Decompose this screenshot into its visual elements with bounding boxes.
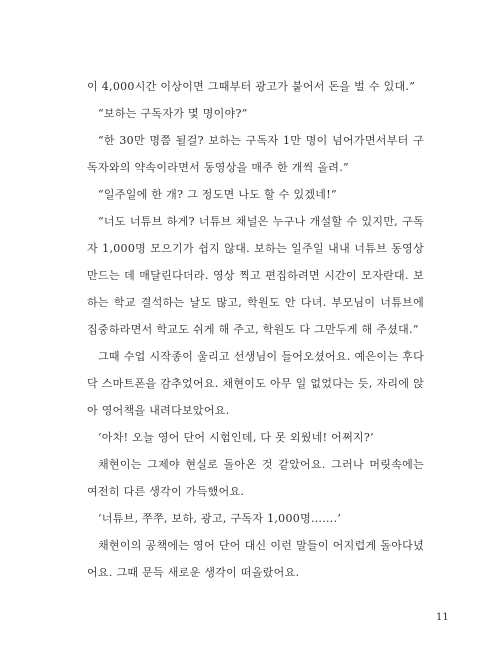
paragraph-5: “너도 너튜브 하게? 너튜브 채널은 누구나 개설할 수 있지만, 구독자 1,000명 모으기가 쉽지 않대. 보하는 일주일 내내 너튜브 동영상 만드는 데 매달린다더라. 영상 찍고 편집하려면 시간이 모자란대. 보하는 학교 결석하는 날도 많고, 학원도 안 다녀. 부모님이 너튜브에 집중하라면서 학교도 쉬게 해 주고, 학원도 다 그만두게 해 주셨대.” (87, 215, 424, 336)
paragraph-2: “보하는 구독자가 몇 명이야?” (98, 107, 248, 120)
paragraph-10: 채현이의 공책에는 영어 단어 대신 이런 말들이 어지럽게 돌아다녔어요. 그때 문득 새로운 생각이 떠올랐어요. (87, 539, 424, 579)
page-number: 11 (436, 612, 449, 623)
page-body (87, 73, 424, 586)
paragraph-1: 이 4,000시간 이상이면 그때부터 광고가 붙어서 돈을 벌 수 있대.” (87, 80, 416, 93)
paragraph-6: 그때 수업 시작종이 울리고 선생님이 들어오셨어요. 예은이는 후다닥 스마트폰을 감추었어요. 채현이도 아무 일 없었다는 듯, 자리에 앉아 영어책을 내려다보았어요. (87, 350, 424, 417)
paragraph-4: “일주일에 한 개? 그 정도면 나도 할 수 있겠네!” (98, 188, 337, 201)
paragraph-7: ‘아차! 오늘 영어 단어 시험인데, 다 못 외웠네! 어쩌지?’ (98, 431, 374, 444)
paragraph-8: 채현이는 그제야 현실로 돌아온 것 같았어요. 그러나 머릿속에는 여전히 다른 생각이 가득했어요. (87, 458, 424, 498)
paragraph-3: “한 30만 명쯤 될걸? 보하는 구독자 1만 명이 넘어가면서부터 구독자와의 약속이라면서 동영상을 매주 한 개씩 올려.” (87, 134, 424, 174)
paragraph-9: ‘너튜브, 쭈쭈, 보하, 광고, 구독자 1,000명…….’ (98, 512, 342, 525)
